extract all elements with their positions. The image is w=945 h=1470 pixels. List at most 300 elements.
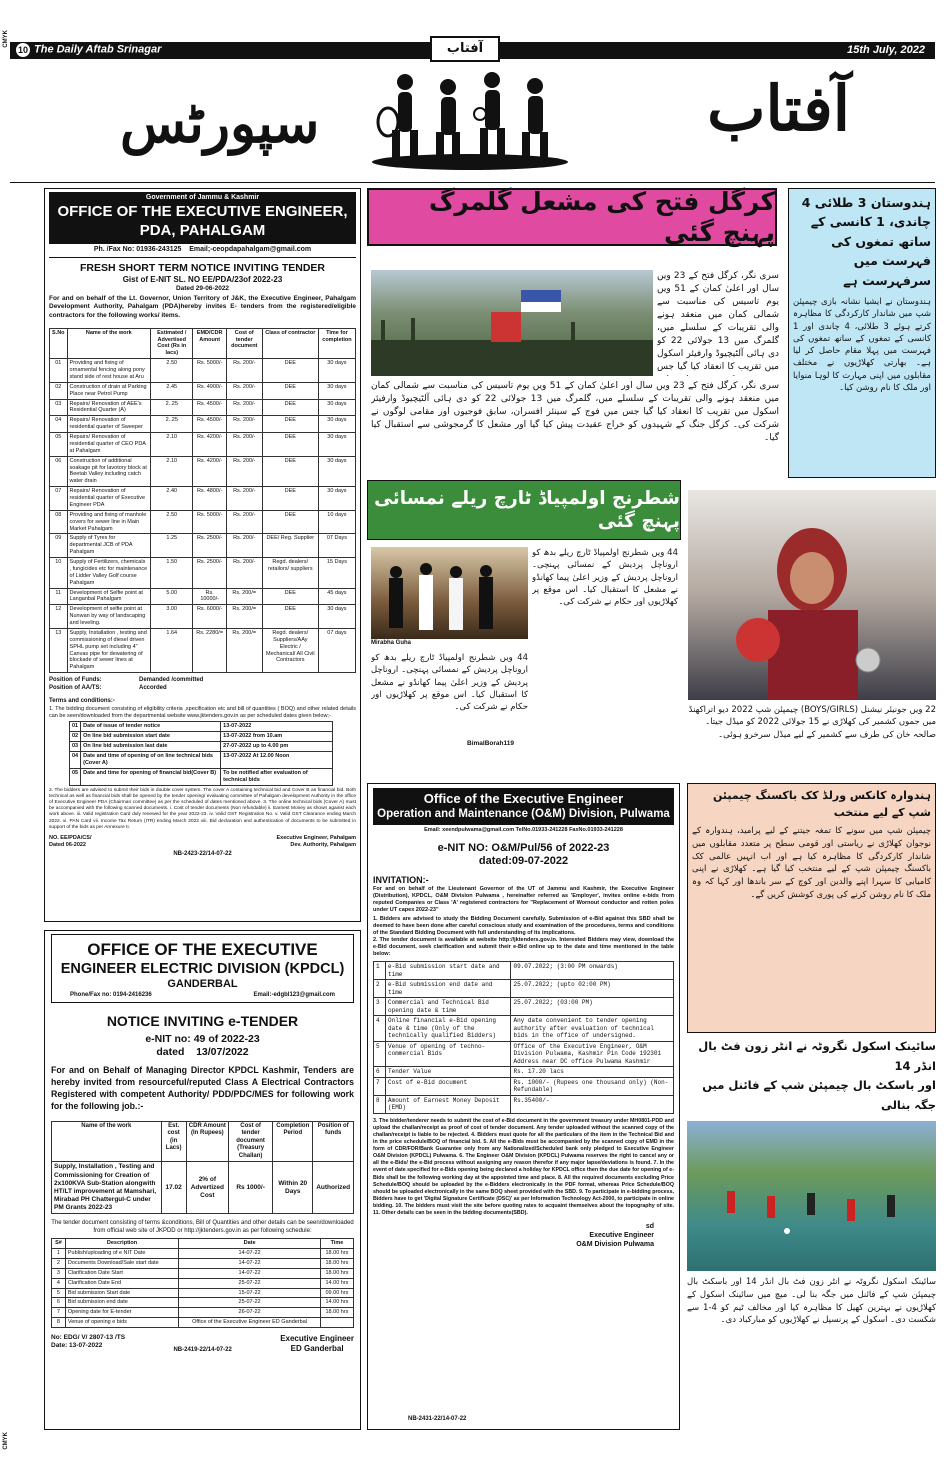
kargil-body: سری نگر، کرگل فتح کے 23 ویں سال اور اعلیٰ کمان کے 51 ویں یوم تاسیس کی مناسبت سے شمالی کمان میں منعقد ہونے والی تقریبات کے سلسلے میں، گلمرگ میں 13 جولائی 22 کو دی ہائی آلٹیچیوڈ وارفیئر اسکول میں تقریب کا انعقاد کیا گیا جس میں فوج کے سینئر افسران، سابق فوجیوں اور مقامی لوگوں نے شرکت کی۔ کرگل جنگ کے شہیدوں کو خراج عقیدت پیش کیا گیا اور مشعل کا گرمجوشی سے استقبال کیا گیا۔ bbox=[371, 381, 779, 444]
table-cell: 15 Days bbox=[318, 558, 355, 589]
funds-info bbox=[49, 677, 356, 692]
kpdcl-dated bbox=[51, 1046, 354, 1059]
table-cell: 2.45 bbox=[151, 382, 193, 399]
schedule-cell: Commercial and Technical Bid opening date & time bbox=[386, 998, 511, 1016]
schedule-cell: Office of the Executive Engineer, O&M Division Pulwama, Kashmir Pin Code 192301 Address near DC office Pulwama Kashmir bbox=[511, 1041, 674, 1067]
table-row bbox=[50, 487, 356, 511]
divider bbox=[49, 257, 356, 258]
schedule-cell: Clarification Date End bbox=[65, 1278, 178, 1288]
table-header-cell: Class of contractor bbox=[262, 328, 318, 359]
kpdcl-schedule-table bbox=[51, 1238, 354, 1328]
table-cell: Repairs/ Renovation of residential quarter of Sweeper bbox=[67, 416, 151, 433]
schedule-cell: 7 bbox=[52, 1308, 66, 1318]
terms-intro: 1. The bidding document consisting of eligibility criteria ,specification etc and bill of quantities ( BOQ) and other related details can be seen/downloaded from the departmental website www.jktenders.gov.in as per scheduled dates given below;- bbox=[49, 705, 356, 719]
funds-value: Demanded /committed bbox=[139, 677, 204, 684]
schedule-cell: 25-07-22 bbox=[179, 1298, 321, 1308]
schedule-cell: 25-07-22 bbox=[179, 1278, 321, 1288]
om-intro: For and on behalf of the Lieutenant Governor of the UT of Jammu and Kashmir, the Executive Engineer (Distribution), KPDCL, O&M Division Pulwama , hereinafter referred as 'Employer', invites online e-bids from reputed Companies or Class 'A' registered contractors for "Replacement of Wornout conductor and rotten poles under UT capex 2022-23" bbox=[373, 886, 674, 913]
table-cell: 2.50 bbox=[151, 510, 193, 534]
schedule-cell: 7 bbox=[374, 1077, 386, 1095]
table-cell: DEE bbox=[262, 359, 318, 383]
table-cell: Rs. 200/= bbox=[226, 605, 262, 629]
schedule-cell: 4 bbox=[374, 1016, 386, 1042]
schedule-table bbox=[69, 721, 333, 785]
boxer-figure bbox=[688, 490, 936, 700]
schedule-cell: 01 bbox=[70, 722, 81, 732]
chess-body-left: 44 ویں شطرنج اولمپیاڈ ٹارچ ریلے بدھ کو اروناچل پردیش کے نمسائی پہنچی۔ اروناچل پردیش کے وزیر اعلیٰ پیما کھانڈو نے مشعل کا استقبال کیا۔ اس موقع پر کھلاڑیوں اور حکام نے شرکت کی۔ bbox=[371, 653, 528, 713]
kargil-headline: کرگل فتح کی مشعل گلمرگ پہنچ گئی bbox=[428, 186, 775, 247]
schedule-cell: 14.00 hrs bbox=[320, 1298, 353, 1308]
om-sign-2: O&M Division Pulwama bbox=[576, 1240, 654, 1248]
schedule-row bbox=[70, 722, 333, 732]
table-cell: 30 days bbox=[318, 433, 355, 457]
table-cell: Rs. 4200/- bbox=[193, 433, 226, 457]
schedule-cell: Publish/uploading of e NIT Date bbox=[65, 1249, 178, 1259]
table-cell: Rs. 200/- bbox=[226, 487, 262, 511]
table-header-cell: Position of funds bbox=[313, 1121, 354, 1162]
table-cell: Rs. 5000/- bbox=[193, 359, 226, 383]
aa-label: Position of AA/TS: bbox=[49, 684, 102, 691]
chess-photo-people bbox=[371, 547, 528, 639]
kpdcl-tender-ad bbox=[44, 930, 361, 1430]
table-header-cell: Name of the work bbox=[67, 328, 151, 359]
kickboxing-story bbox=[687, 783, 936, 1033]
table-cell: DEE/ Reg. Supplier bbox=[262, 534, 318, 558]
paper-name: The Daily Aftab Srinagar bbox=[34, 43, 162, 56]
boxer-photo-block bbox=[688, 490, 936, 780]
table-cell: Within 20 Days bbox=[273, 1162, 313, 1214]
table-cell: DEE bbox=[262, 399, 318, 416]
table-cell: Rs. 2280/= bbox=[193, 628, 226, 672]
kpdcl-signature bbox=[280, 1334, 354, 1354]
table-cell: DEE bbox=[262, 605, 318, 629]
ref-dated: Dated 06-2022 bbox=[49, 842, 86, 849]
schedule-cell: Documents Download/Sale start date bbox=[65, 1258, 178, 1268]
kpdcl-line-3: GANDERBAL bbox=[167, 978, 238, 991]
table-cell: Regd. dealers/ Suppliers/AAy Electric / Mechanical/ All Civil Contractors bbox=[262, 628, 318, 672]
intro-text: For and on behalf of the Lt. Governor, Union Territory of J&K, the Executive Engineer, Pahalgam Development Authority, Pahalgam (PDA)hereby invites E- tenders from the registered/eligible contractors for the following works/ items. bbox=[49, 295, 356, 319]
schedule-row bbox=[374, 962, 674, 980]
table-cell: Rs. 4200/- bbox=[193, 456, 226, 487]
kpdcl-footer bbox=[51, 1334, 354, 1354]
gist-line: Gist of E-NIT SL. NO EE/PDA/23of 2022-23 bbox=[122, 275, 283, 285]
kickboxing-headline: ہندوارہ کانکس ورلڈ کک باکسنگ چیمپئن شپ کے لیے منتخب bbox=[712, 789, 931, 819]
signature: Executive Engineer, Pahalgam Dev. Authority, Pahalgam bbox=[276, 835, 356, 849]
schedule-cell: Date of issue of tender notice bbox=[81, 722, 221, 732]
table-cell: DEE bbox=[262, 510, 318, 534]
schedule-cell: 02 bbox=[70, 732, 81, 742]
table-cell: 2% of Advertized Cost bbox=[186, 1162, 228, 1214]
om-dated: dated:09-07-2022 bbox=[478, 855, 569, 868]
table-cell: 06 bbox=[50, 456, 68, 487]
table-cell: 01 bbox=[50, 359, 68, 383]
table-cell: Supply, Installation , Testing and Commissioning for Creation of 2x100KVA Sub-Station alongwith HT/LT improvement at Mamshari, Mirabad PH Chattergul-C under PM Grants 2022-23 bbox=[52, 1162, 162, 1214]
schedule-cell: 27-07-2022 up to 4.00 pm bbox=[221, 742, 333, 752]
table-cell: 04 bbox=[50, 416, 68, 433]
schedule-cell: 2 bbox=[374, 980, 386, 998]
ref-block bbox=[49, 835, 91, 849]
funds-label: Position of Funds: bbox=[49, 677, 102, 684]
schedule-cell: 18.00 hrs bbox=[320, 1308, 353, 1318]
football-headline-2: اور باسکٹ بال چیمپئن شپ کے فائنل میں جگہ بنالی bbox=[702, 1078, 936, 1112]
schedule-row bbox=[52, 1298, 354, 1308]
kargil-body-side: سری نگر، کرگل فتح کے 23 ویں سال اور اعلیٰ کمان کے 51 ویں یوم تاسیس کی مناسبت سے شمالی کمان میں منعقد ہونے والی تقریبات کے سلسلے میں، گلمرگ میں 13 جولائی 22 کو دی ہائی آلٹیچیوڈ وارفیئر اسکول میں تقریب کا انعقاد کیا گیا جس bbox=[657, 271, 779, 373]
schedule-cell: Bid submission end date bbox=[65, 1298, 178, 1308]
table-cell: Rs. 200/- bbox=[226, 359, 262, 383]
table-header-cell: Completion Period bbox=[273, 1121, 313, 1162]
schedule-cell: To be notified after evaluation of technical bids bbox=[221, 768, 333, 785]
kpdcl-contact bbox=[52, 992, 353, 1000]
boxer-caption: 22 ویں جونیئر نیشنل (BOYS/GIRLS) چیمپئن شپ 2022 دیو اتراکھنڈ میں جموں کشمیر کی کھلاڑی نے 15 جولائی 2022 کو میڈل جیتا۔ صالحہ خان کی طرف سے کشمیر کے لیے میڈل سرخرو ہوئی۔ bbox=[688, 705, 936, 740]
table-cell: 13 bbox=[50, 628, 68, 672]
table-cell: Rs. 4500/- bbox=[193, 416, 226, 433]
table-cell: Providing and fixing of manhole covers for sewer line in Main Market Pahalgam bbox=[67, 510, 151, 534]
table-header-cell: Description bbox=[65, 1239, 178, 1249]
table-cell: 45 days bbox=[318, 588, 355, 605]
table-cell: Rs 1000/- bbox=[229, 1162, 273, 1214]
kpdcl-sign-2: ED Ganderbal bbox=[290, 1344, 344, 1353]
table-row bbox=[50, 628, 356, 672]
table-cell: 03 bbox=[50, 399, 68, 416]
table-cell: Rs. 200/- bbox=[226, 558, 262, 589]
om-signature bbox=[373, 1223, 674, 1249]
kpdcl-sign-1: Executive Engineer bbox=[280, 1334, 354, 1343]
kpdcl-line-1: OFFICE OF THE EXECUTIVE bbox=[87, 940, 318, 959]
schedule-cell: Clarification Date Start bbox=[65, 1268, 178, 1278]
om-pulwama-tender-ad bbox=[367, 783, 680, 1430]
table-cell: 30 days bbox=[318, 416, 355, 433]
om-invitation: INVITATION:- bbox=[373, 875, 429, 885]
table-header-cell: S# bbox=[52, 1239, 66, 1249]
om-header-band bbox=[373, 788, 674, 825]
kpdcl-enit: e-NIT no: 49 of 2022-23 bbox=[145, 1033, 260, 1046]
table-cell: Rs. 4900/- bbox=[193, 382, 226, 399]
table-header-cell: Cost of tender document bbox=[226, 328, 262, 359]
kpdcl-line-2: ENGINEER ELECTRIC DIVISION (KPDCL) bbox=[60, 961, 345, 978]
schedule-cell: 14.00 hrs bbox=[320, 1278, 353, 1288]
schedule-cell: e-Bid submission start date and time bbox=[386, 962, 511, 980]
ad-footer bbox=[49, 835, 356, 849]
table-cell: DEE bbox=[262, 487, 318, 511]
chess-tag-1: Mirabha Guha bbox=[371, 640, 412, 646]
ref-no: NO. EE/PDA/CS/ bbox=[49, 835, 92, 842]
schedule-row bbox=[374, 1095, 674, 1113]
table-cell: 07 days bbox=[318, 628, 355, 672]
kpdcl-ref bbox=[51, 1334, 125, 1354]
table-row bbox=[52, 1162, 354, 1214]
govt-line: Government of Jammu & Kashmir bbox=[145, 194, 260, 201]
schedule-cell: 26-07-22 bbox=[179, 1308, 321, 1318]
header-left bbox=[16, 43, 161, 57]
table-cell: Supply of Tyres for departmental JCB of PDA Pahalgam bbox=[67, 534, 151, 558]
chess-headline: شطرنج اولمپیاڈ ٹارچ ریلے نمسائی پہنچ گئی bbox=[374, 487, 680, 532]
table-cell: Rs. 6000/- bbox=[193, 605, 226, 629]
chess-tag-2: BimalBorah119 bbox=[467, 740, 514, 747]
table-row bbox=[50, 399, 356, 416]
schedule-cell: On line bid submission last date bbox=[81, 742, 221, 752]
table-cell: 07 bbox=[50, 487, 68, 511]
table-header-cell: CDR Amount (In Rupees) bbox=[186, 1121, 228, 1162]
crowd-illustration bbox=[371, 270, 653, 376]
schedule-cell: 8 bbox=[52, 1318, 66, 1328]
table-cell: 2.10 bbox=[151, 456, 193, 487]
table-cell: 30 days bbox=[318, 382, 355, 399]
schedule-row bbox=[70, 732, 333, 742]
kpdcl-work-table bbox=[51, 1121, 354, 1214]
table-header-cell: Date bbox=[179, 1239, 321, 1249]
contact-email: Email;-ceopdapahalgam@gmail.com bbox=[189, 246, 312, 254]
schedule-cell: 13-07-2022 from 10.am bbox=[221, 732, 333, 742]
table-cell: Rs. 200/- bbox=[226, 534, 262, 558]
kpdcl-intro: For and on Behalf of Managing Director KPDCL Kashmir, Tenders are hereby invited from resourceful/reputed Class A Electrical Contractors Registered with competent Authority/ PDD/PDC/MES for following work for the following job.:- bbox=[51, 1065, 354, 1111]
schedule-cell: 8 bbox=[374, 1095, 386, 1113]
schedule-cell: 4 bbox=[52, 1278, 66, 1288]
schedule-cell: 1 bbox=[374, 962, 386, 980]
table-cell: Repairs/ Renovation of AEE's Residential Quarter (A) bbox=[67, 399, 151, 416]
table-row bbox=[50, 416, 356, 433]
table-cell: 07 Days bbox=[318, 534, 355, 558]
schedule-cell: e-Bid submission end date and time bbox=[386, 980, 511, 998]
om-sd: sd bbox=[645, 1223, 654, 1231]
schedule-row bbox=[374, 980, 674, 998]
fine-print: 2. The bidders are advised to submit their bids in double cover system. The cover A containing technical bid and Cover B as financial bid. Both technical as well as financial bids shall be opened by the tender opening/ evaluating committee of Pahalgam development Authority in the office of Executive Engineer PDA (Chairman committee) as per the scheduled of dates mentioned above. 3. The online technical bids (Cover A) must be accompanied with the following scanned documents. i. Cost of tender documents (Non refundable) ii. Earnest Money as shown against each work above. iii. Valid registration Card duly renewed for the year 2022-23. iv. Valid GST Registration No. v. Valid GST Clearance ending March 2022. vi. PAN Card vii. Income Tax Return (ITR) ending March 2022 viii. Bid declaration and authentication of documents to be submitted in support of the bids as per Annexure II. bbox=[49, 787, 356, 830]
schedule-cell: 14-07-22 bbox=[179, 1249, 321, 1259]
table-cell: 05 bbox=[50, 433, 68, 457]
schedule-cell: 6 bbox=[52, 1298, 66, 1308]
schedule-cell: Opening date for E-tender bbox=[65, 1308, 178, 1318]
schedule-cell: Date and time of opening of on line technical bids (Cover A) bbox=[81, 752, 221, 769]
om-line-1: Office of the Executive Engineer bbox=[423, 791, 624, 806]
table-cell: 10 bbox=[50, 558, 68, 589]
issue-date: 15th July, 2022 bbox=[847, 43, 925, 56]
table-cell: 30 days bbox=[318, 605, 355, 629]
table-cell: 3.00 bbox=[151, 605, 193, 629]
table-cell: 30 days bbox=[318, 399, 355, 416]
kargil-photo bbox=[371, 270, 653, 376]
table-cell: Rs. 200/- bbox=[226, 382, 262, 399]
schedule-cell: 13-07-2022 bbox=[221, 722, 333, 732]
table-cell: 30 days bbox=[318, 359, 355, 383]
schedule-cell: 18.00 hrs bbox=[320, 1258, 353, 1268]
table-cell: 2.10 bbox=[151, 433, 193, 457]
schedule-row bbox=[70, 742, 333, 752]
color-registration-tag-bottom: CMYK bbox=[3, 1432, 9, 1450]
table-cell: 2.50 bbox=[151, 359, 193, 383]
football-story bbox=[687, 1037, 936, 1430]
table-cell: Repairs/ Renovation of residential quarter of CEO PDA at Pahalgam bbox=[67, 433, 151, 457]
schedule-cell: Rs. 17.20 lacs bbox=[511, 1067, 674, 1078]
schedule-cell: 25.07.2022; (upto 02:00 PM) bbox=[511, 980, 674, 998]
table-cell: Rs. 4500/- bbox=[193, 399, 226, 416]
table-cell: Supply of Fertilizers, chemicals , fungicides etc for maintenance of Lidder Valley Golf course Pahalgam bbox=[67, 558, 151, 589]
om-contact: Email: xeendpulwama@gmail.com TelNo.01933-241228 FaxNo.01933-241228 bbox=[424, 826, 623, 833]
table-cell: Rs. 200/- bbox=[226, 416, 262, 433]
schedule-cell: Venue of opening of techno-commercial Bids bbox=[386, 1041, 511, 1067]
sports-masthead bbox=[120, 62, 850, 178]
table-cell: 1.25 bbox=[151, 534, 193, 558]
kargil-headline-bar bbox=[367, 188, 777, 246]
football-body: سائینک اسکول نگروٹہ نے انٹر زون فٹ بال انڈر 14 اور باسکٹ بال چیمپئن شپ کے فائنل میں جگہ بنا لی۔ میچ میں سائینک اسکول کے کھلاڑیوں نے بہترین کھیل کا مظاہرہ کیا اور مخالف ٹیم کو 4-1 سے شکست دی۔ اسکول کے پرنسپل نے کھلاڑیوں کو مبارکباد دی۔ bbox=[687, 1277, 936, 1326]
kpdcl-ref-no: No: EDG/ V/ 2807-13 /TS bbox=[51, 1334, 126, 1341]
om-enit: e-NIT NO: O&M/Pul/56 of 2022-23 bbox=[437, 841, 610, 854]
schedule-row bbox=[374, 1041, 674, 1067]
contact-phone: Ph. /Fax No: 01936-243125 bbox=[93, 246, 182, 254]
table-cell: Rs. 200/- bbox=[226, 456, 262, 487]
schedule-cell: 09.07.2022; (3:00 PM onwards) bbox=[511, 962, 674, 980]
table-cell: 12 bbox=[50, 605, 68, 629]
table-cell: Construction of additional soakage pit for lavotory block at Beetab Valley including catch water drain bbox=[67, 456, 151, 487]
kickboxing-body: چیمپئن شپ میں سونے کا تمغہ جیتنے کے لیے پرامید، ہندوارہ کے نوجوان کھلاڑی نے ریاستی اور قومی سطح پر متعدد مقابلوں میں شاندار کارکردگی کا مظاہرہ کیا ہے اور اب انہیں عالمی کک باکسنگ چیمپئن شپ کے لیے منتخب کیا گیا ہے۔ کھلاڑی نے اپنی کامیابی کا سہرا اپنے والدین اور کوچ کے سر باندھا اور کہا کہ وہ ملک کا نام روشن کرنے کی پوری کوشش کریں گے۔ bbox=[692, 826, 931, 900]
office-line-1: OFFICE OF THE EXECUTIVE ENGINEER, bbox=[57, 202, 348, 220]
ad-header-band bbox=[49, 192, 356, 244]
table-row bbox=[50, 588, 356, 605]
schedule-cell: Any date convenient to tender opening authority after evaluation of technical bids in the office of undersigned. bbox=[511, 1016, 674, 1042]
dated-line: Dated 29-06-2022 bbox=[175, 285, 230, 293]
paper-logo: آفتاب bbox=[430, 36, 500, 62]
kpdcl-ref-date: Date: 13-07-2022 bbox=[51, 1342, 103, 1350]
table-cell: Rs. 2500/- bbox=[193, 534, 226, 558]
schedule-cell: 15-07-22 bbox=[179, 1288, 321, 1298]
table-cell: Rs. 200/- bbox=[226, 510, 262, 534]
schedule-cell: 13-07-2022 At 12.00 Noon bbox=[221, 752, 333, 769]
table-cell: Rs. 4800/- bbox=[193, 487, 226, 511]
schedule-cell: 3 bbox=[374, 998, 386, 1016]
table-cell: Regd. dealers/ retailors/ suppliers bbox=[262, 558, 318, 589]
schedule-row bbox=[52, 1308, 354, 1318]
table-header-cell: S.No bbox=[50, 328, 68, 359]
schedule-cell: 1 bbox=[52, 1249, 66, 1259]
om-schedule-table bbox=[373, 961, 674, 1114]
aa-value: Accorded bbox=[139, 684, 167, 691]
table-cell: Rs. 200/- bbox=[226, 433, 262, 457]
schedule-row bbox=[52, 1258, 354, 1268]
table-cell: DEE bbox=[262, 433, 318, 457]
schedule-cell: 3 bbox=[52, 1268, 66, 1278]
table-cell: 1.64 bbox=[151, 628, 193, 672]
table-header-cell: Time for completion bbox=[318, 328, 355, 359]
table-cell: 08 bbox=[50, 510, 68, 534]
chess-photo bbox=[371, 547, 528, 639]
table-cell: 2..25 bbox=[151, 416, 193, 433]
schedule-cell: Amount of Earnest Money Deposit (EMD) bbox=[386, 1095, 511, 1113]
football-photo bbox=[687, 1121, 936, 1271]
schedule-cell: Rs.35400/- bbox=[511, 1095, 674, 1113]
table-cell: Rs. 200/- bbox=[226, 399, 262, 416]
sports-figures-icon bbox=[370, 62, 570, 172]
contact-line bbox=[49, 246, 356, 255]
table-cell: DEE bbox=[262, 416, 318, 433]
table-cell: Supply, Installation , testing and commissioning of diesel driven SPHL pump set including 4" Canvas pipe for dewatering of blockade of sewer lines at Pahalgam bbox=[67, 628, 151, 672]
table-header-cell: Est. cost (in Lacs) bbox=[161, 1121, 186, 1162]
right-news-strip bbox=[788, 188, 936, 478]
kpdcl-notice-title: NOTICE INVITING e-TENDER bbox=[106, 1012, 299, 1029]
schedule-cell: 14-07-22 bbox=[179, 1268, 321, 1278]
pahalgam-tender-ad bbox=[44, 188, 361, 922]
schedule-cell: Venue of opening e bids bbox=[65, 1318, 178, 1328]
schedule-cell: Office of the Executive Engineer ED Ganderbal bbox=[179, 1318, 321, 1328]
table-cell: 02 bbox=[50, 382, 68, 399]
table-cell: Rs. 200/= bbox=[226, 588, 262, 605]
schedule-row bbox=[70, 768, 333, 785]
schedule-row bbox=[52, 1268, 354, 1278]
dated-value: 13/07/2022 bbox=[196, 1046, 249, 1059]
table-cell: Construction of drain at Parking Place near Petrol Pump bbox=[67, 382, 151, 399]
table-cell: Providing and fixing of ornamental fencing along pony stand side of rest house at Aru bbox=[67, 359, 151, 383]
schedule-cell: 5 bbox=[374, 1041, 386, 1067]
football-headline-1: سائینک اسکول نگروٹہ نے انٹر زون فٹ بال انڈر 14 bbox=[698, 1039, 936, 1073]
kpdcl-header bbox=[51, 934, 354, 1003]
kpdcl-download-note: The tender document consisting of terms &conditions, Bill of Quantities and other details can be seen/downloaded from official web site of JKPDD or http://jktenders.gov.in as per following schedule: bbox=[51, 1220, 354, 1234]
schedule-cell: Date and time for opening of financial bid(Cover B) bbox=[81, 768, 221, 785]
table-header-cell: Cost of tender document (Treasury Challan) bbox=[229, 1121, 273, 1162]
page-number: 10 bbox=[16, 43, 30, 57]
table-cell: 17.02 bbox=[161, 1162, 186, 1214]
table-cell: 10 days bbox=[318, 510, 355, 534]
kargil-story bbox=[367, 188, 781, 475]
table-cell: Rs. 200/= bbox=[226, 628, 262, 672]
schedule-row bbox=[70, 752, 333, 769]
schedule-cell: On line bid submission start date bbox=[81, 732, 221, 742]
schedule-cell: 25.07.2022; (03:00 PM) bbox=[511, 998, 674, 1016]
schedule-cell: Online financial e-Bid opening date & time (Only of the technically qualified Bidders) bbox=[386, 1016, 511, 1042]
chess-headline-bar bbox=[367, 480, 681, 540]
kpdcl-nb: NB-2419-22/14-07-22 bbox=[173, 1346, 232, 1353]
office-line-2: PDA, PAHALGAM bbox=[139, 221, 266, 239]
schedule-row bbox=[374, 1067, 674, 1078]
schedule-cell bbox=[320, 1318, 353, 1328]
masthead-sports-word: سپورٹس bbox=[120, 91, 320, 155]
table-row bbox=[50, 456, 356, 487]
om-nb: NB-2431-22/14-07-22 bbox=[408, 1415, 467, 1422]
football-players bbox=[687, 1121, 936, 1271]
om-note-2: 2. The tender document is available at website http://jktenders.gov.in. Interested Bidders may view, download the e-Bid document, seek clarification and submit their e-Bid online up to the date and time mentioned in the table below: bbox=[373, 937, 674, 958]
om-line-2: Operation and Maintenance (O&M) Division, Pulwama bbox=[377, 808, 670, 821]
schedule-cell: 18.00 hrs bbox=[320, 1268, 353, 1278]
table-cell: 1.50 bbox=[151, 558, 193, 589]
schedule-cell: Rs. 1000/- (Rupees one thousand only) (Non-Refundable) bbox=[511, 1077, 674, 1095]
schedule-cell: Tender Value bbox=[386, 1067, 511, 1078]
kpdcl-email: Email:-edgbl123@gmail.com bbox=[253, 992, 335, 999]
table-header-cell: EMD/CDR Amount bbox=[193, 328, 226, 359]
schedule-row bbox=[52, 1288, 354, 1298]
works-table bbox=[49, 328, 356, 674]
schedule-row bbox=[374, 1077, 674, 1095]
om-sign-1: Executive Engineer bbox=[589, 1232, 654, 1240]
schedule-cell: 5 bbox=[52, 1288, 66, 1298]
table-cell: DEE bbox=[262, 382, 318, 399]
kpdcl-phone: Phone/Fax no: 0194-2416236 bbox=[70, 992, 152, 999]
schedule-cell: 18.00 hrs bbox=[320, 1249, 353, 1259]
table-header-cell: Time bbox=[320, 1239, 353, 1249]
schedule-row bbox=[52, 1249, 354, 1259]
schedule-cell: 6 bbox=[374, 1067, 386, 1078]
schedule-row bbox=[52, 1278, 354, 1288]
table-row bbox=[50, 534, 356, 558]
table-header-cell: Name of the work bbox=[52, 1121, 162, 1162]
schedule-cell: 09.00 hrs bbox=[320, 1288, 353, 1298]
om-note-1: 1. Bidders are advised to study the Bidding Document carefully. Submission of e-Bid against this SBD shall be deemed to have been done after careful conscious study and examination of the procedures, terms and conditions of the Standard Bidding Document with full understanding of its implications. bbox=[373, 915, 674, 936]
boxer-photo bbox=[688, 490, 936, 700]
table-cell: Rs. 2500/- bbox=[193, 558, 226, 589]
table-cell: 09 bbox=[50, 534, 68, 558]
chess-body-right: 44 ویں شطرنج اولمپیاڈ ٹارچ ریلے بدھ کو اروناچل پردیش کے نمسائی پہنچی۔ اروناچل پردیش کے وزیر اعلیٰ پیما کھانڈو نے مشعل کا استقبال کیا۔ اس موقع پر کھلاڑیوں اور حکام نے شرکت کی۔ bbox=[532, 548, 678, 608]
table-cell: 5.00 bbox=[151, 588, 193, 605]
masthead-aftab-word: آفتاب bbox=[707, 72, 850, 145]
schedule-cell: 14-07-22 bbox=[179, 1258, 321, 1268]
table-cell: 2..25 bbox=[151, 399, 193, 416]
schedule-cell: Cost of e-Bid document bbox=[386, 1077, 511, 1095]
notice-title: FRESH SHORT TERM NOTICE INVITING TENDER bbox=[79, 262, 325, 274]
